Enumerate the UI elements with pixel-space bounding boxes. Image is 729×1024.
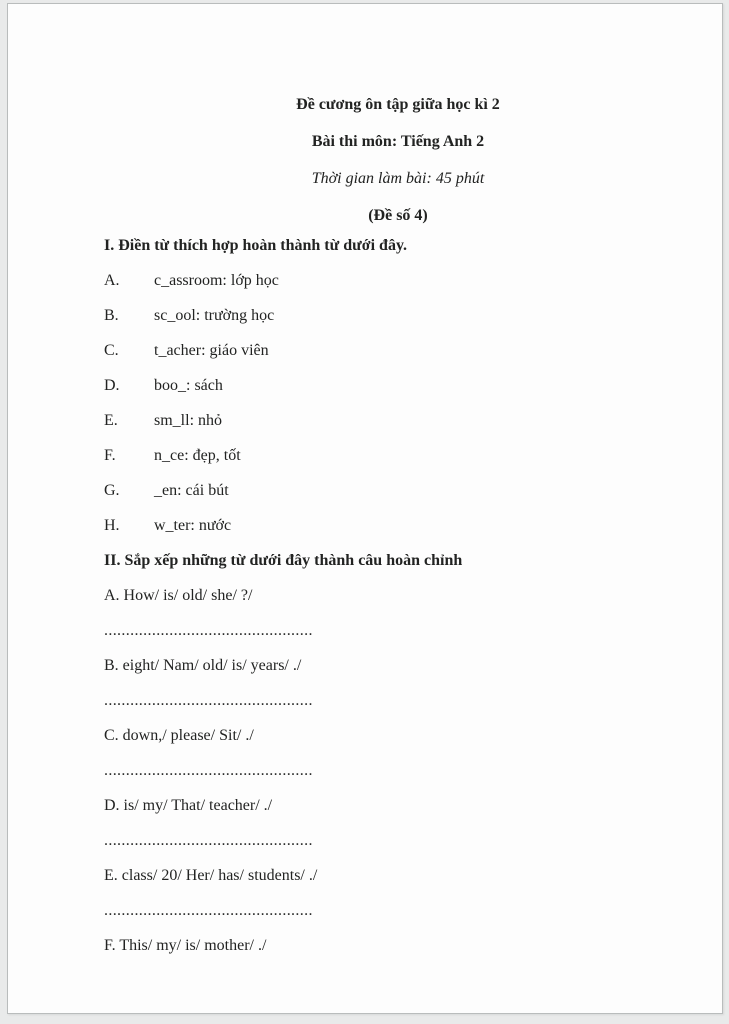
reorder-prompt-d: D. is/ my/ That/ teacher/ ./	[104, 797, 273, 814]
fill-word-item-g	[104, 473, 692, 508]
fill-word-item-f	[104, 438, 692, 473]
doc-title: Đề cương ôn tập giữa học kì 2	[296, 96, 500, 113]
fill-word-item-c	[104, 333, 692, 368]
item-text: c_assroom: lớp học	[154, 272, 279, 289]
item-label: D.	[104, 377, 120, 394]
answer-line: ................................................	[104, 762, 313, 779]
reorder-prompt-b: B. eight/ Nam/ old/ is/ years/ ./	[104, 657, 302, 674]
answer-line: ................................................	[104, 902, 313, 919]
answer-line: ................................................	[104, 622, 313, 639]
reorder-prompt-e: E. class/ 20/ Her/ has/ students/ ./	[104, 867, 318, 884]
fill-word-item-h	[104, 508, 692, 543]
fill-word-item-b	[104, 298, 692, 333]
item-text: w_ter: nước	[154, 517, 232, 534]
doc-subject-title: Bài thi môn: Tiếng Anh 2	[311, 133, 485, 150]
doc-exam-number: (Đề số 4)	[368, 207, 428, 224]
item-label: C.	[104, 342, 119, 359]
item-text: n_ce: đẹp, tốt	[154, 447, 241, 464]
item-label: F.	[104, 447, 116, 464]
fill-word-item-e	[104, 403, 692, 438]
item-label: E.	[104, 412, 118, 429]
item-text: _en: cái bút	[154, 482, 229, 499]
doc-duration: Thời gian làm bài: 45 phút	[311, 170, 485, 187]
document-page	[7, 3, 723, 1014]
document-content	[8, 4, 722, 963]
answer-line: ................................................	[104, 692, 313, 709]
item-label: H.	[104, 517, 120, 534]
item-text: boo_: sách	[154, 377, 223, 394]
reorder-prompt-f: F. This/ my/ is/ mother/ ./	[104, 937, 267, 954]
reorder-prompt-c: C. down,/ please/ Sit/ ./	[104, 727, 254, 744]
item-label: B.	[104, 307, 119, 324]
section2-heading: II. Sắp xếp những từ dưới đây thành câu hoàn chỉnh	[104, 552, 463, 569]
answer-line: ................................................	[104, 832, 313, 849]
item-text: t_acher: giáo viên	[154, 342, 269, 359]
item-text: sm_ll: nhỏ	[154, 412, 223, 429]
item-text: sc_ool: trường học	[154, 307, 275, 324]
fill-word-item-d	[104, 368, 692, 403]
item-label: A.	[104, 272, 120, 289]
fill-word-item-a	[104, 263, 692, 298]
section1-heading: I. Điền từ thích hợp hoàn thành từ dưới đây.	[104, 237, 408, 254]
item-label: G.	[104, 482, 120, 499]
reorder-prompt-a: A. How/ is/ old/ she/ ?/	[104, 587, 253, 604]
